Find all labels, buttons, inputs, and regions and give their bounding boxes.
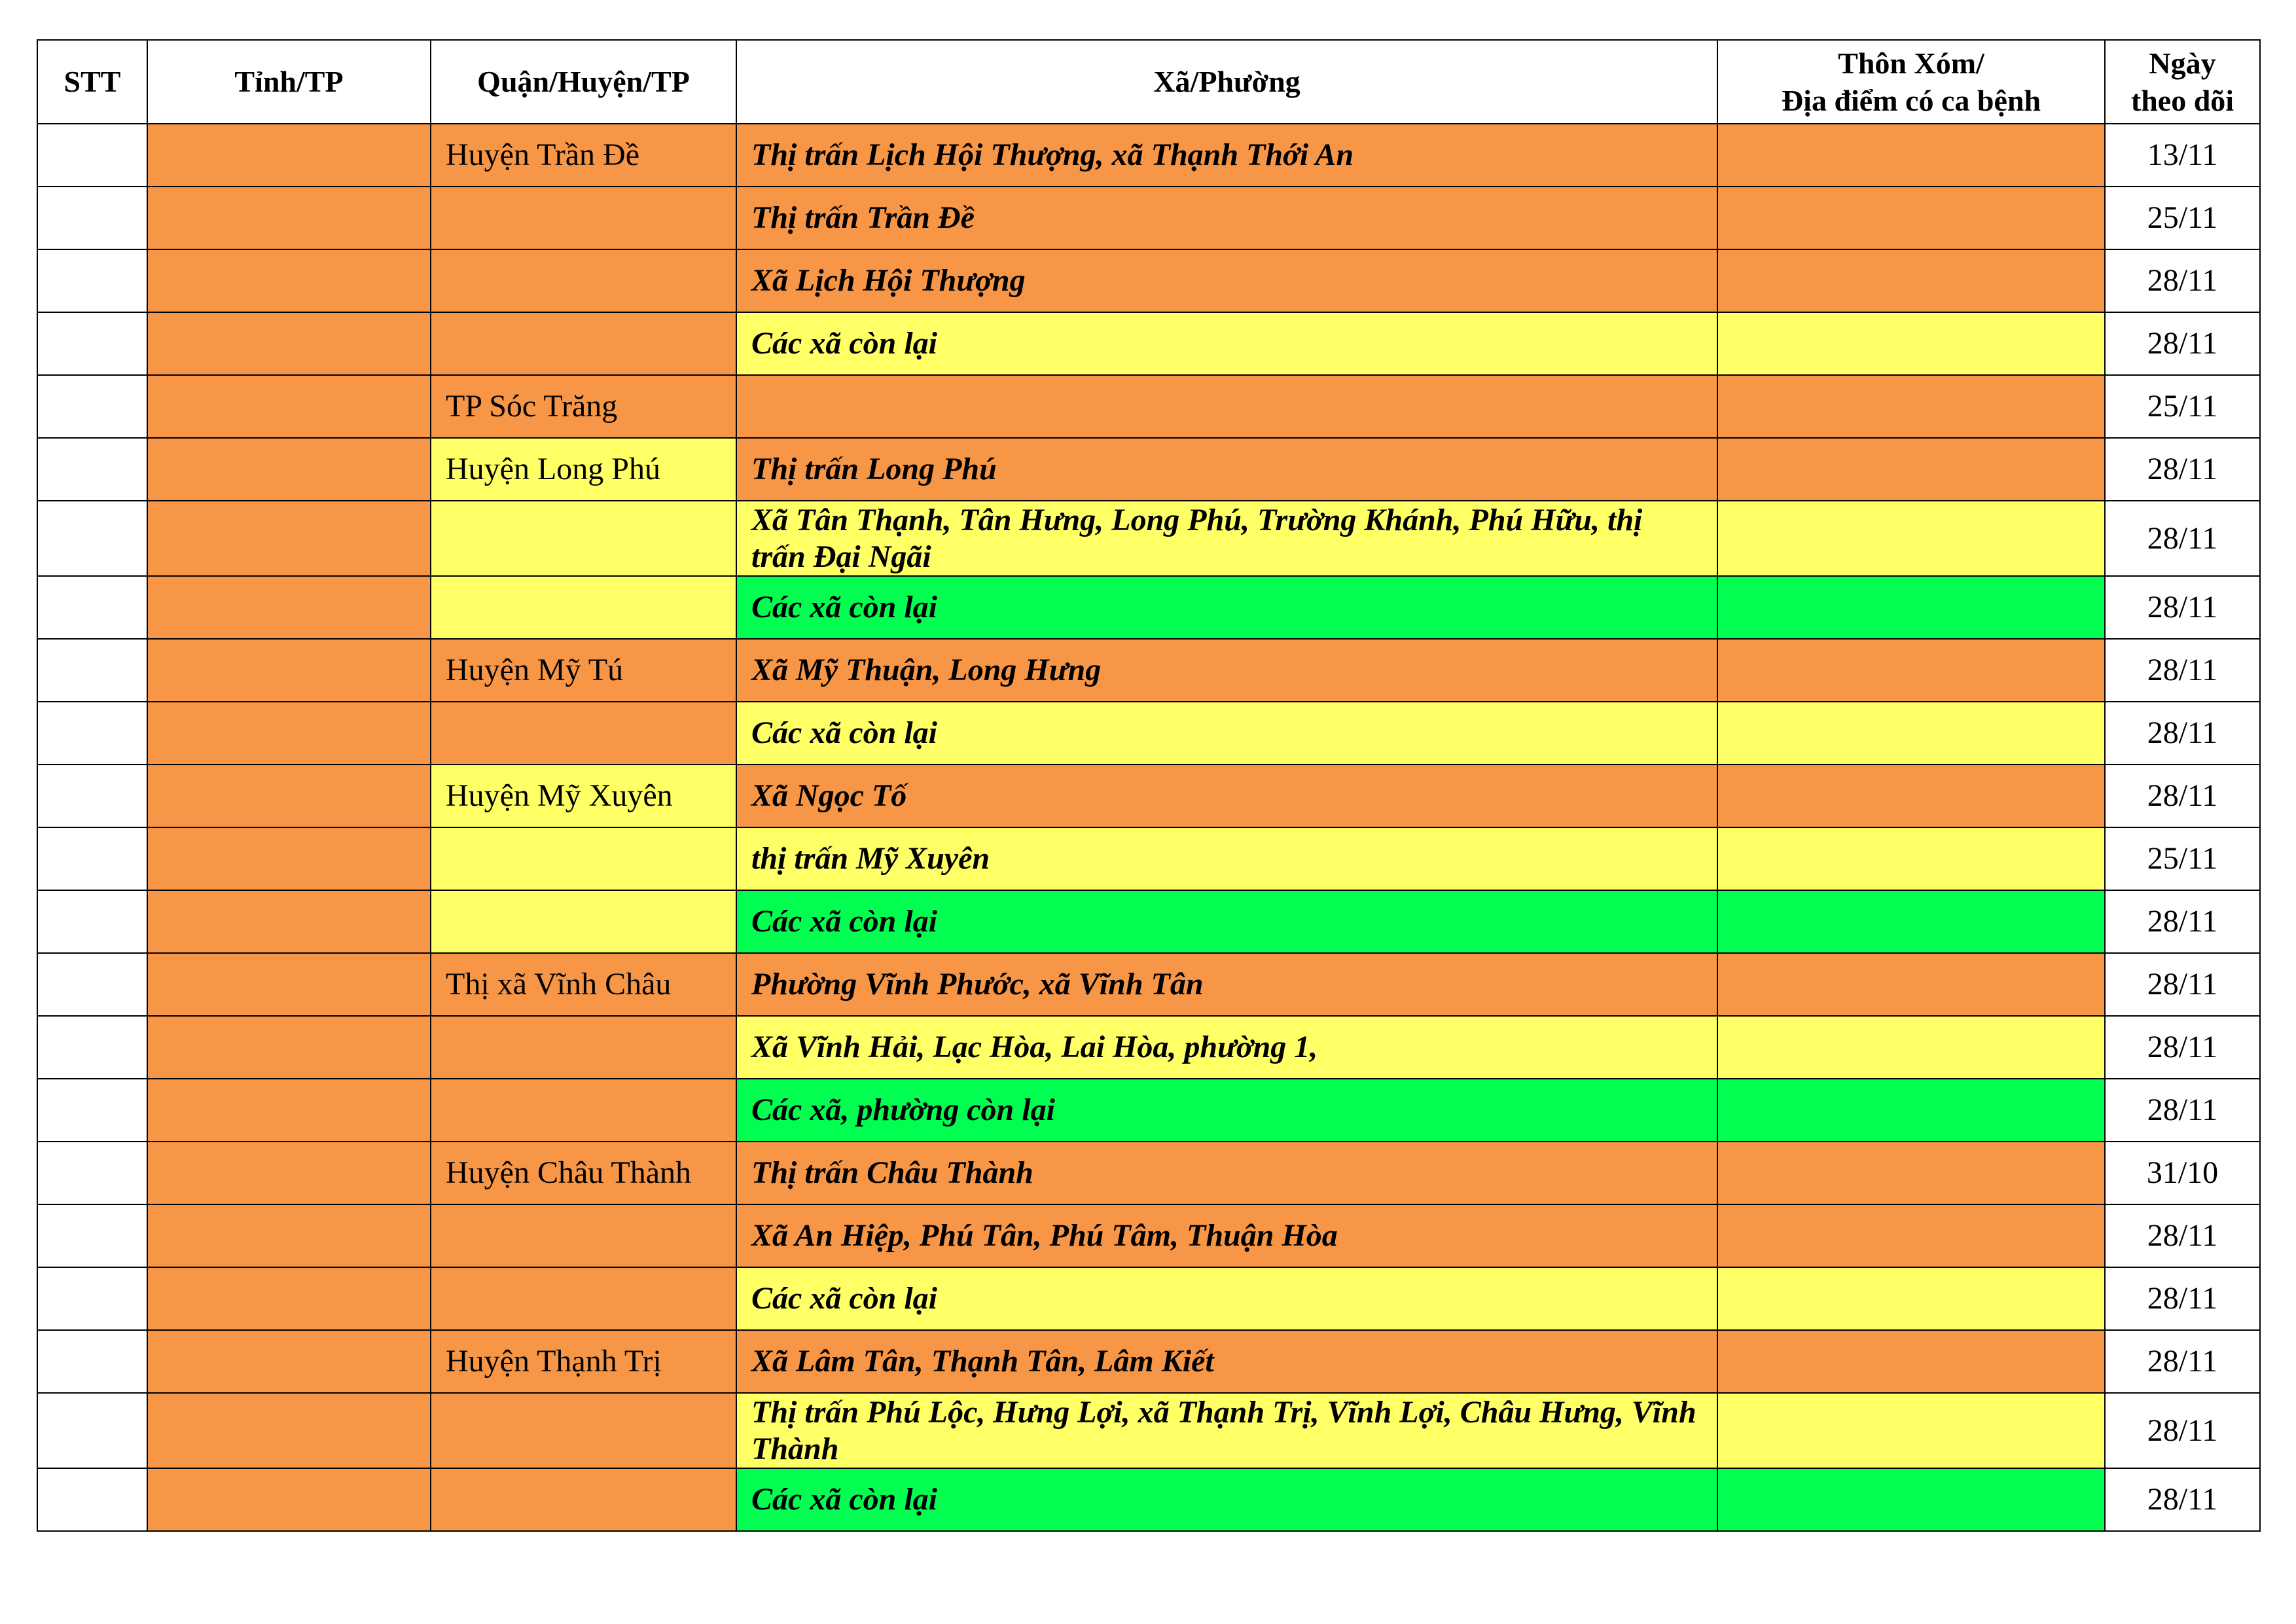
table-row <box>37 1330 2260 1393</box>
table-row <box>37 375 2260 438</box>
province-cell <box>147 187 431 249</box>
header-date <box>2105 40 2260 124</box>
commune-cell: thị trấn Mỹ Xuyên <box>736 827 1717 890</box>
province-cell <box>147 1142 431 1204</box>
header-hamlet-line1: Thôn Xóm/ <box>1838 46 1984 80</box>
date-cell: 28/11 <box>2105 765 2260 827</box>
stt-cell <box>37 1267 147 1330</box>
hamlet-cell <box>1717 1204 2105 1267</box>
district-cell <box>431 1468 736 1531</box>
commune-cell: Các xã còn lại <box>736 312 1717 375</box>
date-cell: 28/11 <box>2105 1267 2260 1330</box>
stt-cell <box>37 312 147 375</box>
stt-cell <box>37 765 147 827</box>
commune-cell: Xã Tân Thạnh, Tân Hưng, Long Phú, Trường Khánh, Phú Hữu, thị trấn Đại Ngãi <box>736 501 1717 576</box>
table-row <box>37 1016 2260 1079</box>
province-cell <box>147 1079 431 1142</box>
district-cell <box>431 1393 736 1468</box>
province-cell <box>147 1016 431 1079</box>
hamlet-cell <box>1717 765 2105 827</box>
header-date-line1: Ngày <box>2149 46 2216 80</box>
table-row <box>37 639 2260 702</box>
table-row <box>37 501 2260 576</box>
commune-cell: Thị trấn Trần Đề <box>736 187 1717 249</box>
header-hamlet <box>1717 40 2105 124</box>
stt-cell <box>37 639 147 702</box>
hamlet-cell <box>1717 1393 2105 1468</box>
date-cell: 28/11 <box>2105 953 2260 1016</box>
table-row <box>37 124 2260 187</box>
hamlet-cell <box>1717 702 2105 765</box>
province-cell <box>147 702 431 765</box>
stt-cell <box>37 890 147 953</box>
province-cell <box>147 1330 431 1393</box>
hamlet-cell <box>1717 827 2105 890</box>
stt-cell <box>37 124 147 187</box>
stt-cell <box>37 953 147 1016</box>
header-province: Tỉnh/TP <box>147 40 431 124</box>
stt-cell <box>37 249 147 312</box>
date-cell: 28/11 <box>2105 1016 2260 1079</box>
district-cell: Huyện Mỹ Tú <box>431 639 736 702</box>
district-cell: Huyện Mỹ Xuyên <box>431 765 736 827</box>
date-cell: 28/11 <box>2105 702 2260 765</box>
header-stt: STT <box>37 40 147 124</box>
district-cell <box>431 187 736 249</box>
table-row <box>37 249 2260 312</box>
stt-cell <box>37 187 147 249</box>
province-cell <box>147 375 431 438</box>
province-cell <box>147 249 431 312</box>
table-row <box>37 953 2260 1016</box>
hamlet-cell <box>1717 576 2105 639</box>
table-body <box>37 124 2260 1531</box>
table-header <box>37 40 2260 124</box>
hamlet-cell <box>1717 375 2105 438</box>
district-cell <box>431 1079 736 1142</box>
date-cell: 25/11 <box>2105 375 2260 438</box>
commune-cell: Xã Ngọc Tố <box>736 765 1717 827</box>
district-cell: TP Sóc Trăng <box>431 375 736 438</box>
stt-cell <box>37 827 147 890</box>
district-cell: Huyện Long Phú <box>431 438 736 501</box>
date-cell: 28/11 <box>2105 312 2260 375</box>
province-cell <box>147 1267 431 1330</box>
date-cell: 28/11 <box>2105 501 2260 576</box>
table-row <box>37 827 2260 890</box>
province-cell <box>147 1468 431 1531</box>
commune-cell: Các xã, phường còn lại <box>736 1079 1717 1142</box>
date-cell: 28/11 <box>2105 576 2260 639</box>
table-row <box>37 1142 2260 1204</box>
commune-cell: Các xã còn lại <box>736 1267 1717 1330</box>
commune-cell: Thị trấn Lịch Hội Thượng, xã Thạnh Thới An <box>736 124 1717 187</box>
stt-cell <box>37 438 147 501</box>
date-cell: 25/11 <box>2105 187 2260 249</box>
commune-cell: Các xã còn lại <box>736 702 1717 765</box>
hamlet-cell <box>1717 1016 2105 1079</box>
hamlet-cell <box>1717 124 2105 187</box>
commune-cell: Các xã còn lại <box>736 576 1717 639</box>
province-cell <box>147 953 431 1016</box>
date-cell: 28/11 <box>2105 249 2260 312</box>
stt-cell <box>37 1079 147 1142</box>
hamlet-cell <box>1717 1468 2105 1531</box>
date-cell: 28/11 <box>2105 1079 2260 1142</box>
commune-cell: Xã Mỹ Thuận, Long Hưng <box>736 639 1717 702</box>
hamlet-cell <box>1717 438 2105 501</box>
stt-cell <box>37 375 147 438</box>
commune-cell: Thị trấn Long Phú <box>736 438 1717 501</box>
hamlet-cell <box>1717 953 2105 1016</box>
province-cell <box>147 124 431 187</box>
province-cell <box>147 501 431 576</box>
commune-cell: Các xã còn lại <box>736 1468 1717 1531</box>
hamlet-cell <box>1717 639 2105 702</box>
monitoring-table <box>37 39 2261 1532</box>
header-hamlet-line2: Địa điểm có ca bệnh <box>1781 84 2041 117</box>
table-row <box>37 576 2260 639</box>
header-row <box>37 40 2260 124</box>
table-row <box>37 1468 2260 1531</box>
date-cell: 28/11 <box>2105 438 2260 501</box>
header-date-line2: theo dõi <box>2130 84 2234 117</box>
district-cell <box>431 1267 736 1330</box>
table-row <box>37 1267 2260 1330</box>
header-district: Quận/Huyện/TP <box>431 40 736 124</box>
province-cell <box>147 639 431 702</box>
district-cell <box>431 1016 736 1079</box>
table-row <box>37 312 2260 375</box>
province-cell <box>147 1393 431 1468</box>
district-cell <box>431 501 736 576</box>
date-cell: 28/11 <box>2105 890 2260 953</box>
hamlet-cell <box>1717 1330 2105 1393</box>
stt-cell <box>37 501 147 576</box>
district-cell: Huyện Châu Thành <box>431 1142 736 1204</box>
district-cell: Huyện Thạnh Trị <box>431 1330 736 1393</box>
table-row <box>37 438 2260 501</box>
hamlet-cell <box>1717 501 2105 576</box>
table-row <box>37 702 2260 765</box>
date-cell: 31/10 <box>2105 1142 2260 1204</box>
date-cell: 28/11 <box>2105 1330 2260 1393</box>
commune-cell: Xã An Hiệp, Phú Tân, Phú Tâm, Thuận Hòa <box>736 1204 1717 1267</box>
district-cell <box>431 827 736 890</box>
hamlet-cell <box>1717 1142 2105 1204</box>
hamlet-cell <box>1717 249 2105 312</box>
hamlet-cell <box>1717 890 2105 953</box>
date-cell: 28/11 <box>2105 1204 2260 1267</box>
district-cell <box>431 702 736 765</box>
province-cell <box>147 890 431 953</box>
province-cell <box>147 827 431 890</box>
hamlet-cell <box>1717 187 2105 249</box>
date-cell: 28/11 <box>2105 639 2260 702</box>
date-cell: 25/11 <box>2105 827 2260 890</box>
district-cell <box>431 576 736 639</box>
table-row <box>37 1204 2260 1267</box>
date-cell: 28/11 <box>2105 1393 2260 1468</box>
date-cell: 13/11 <box>2105 124 2260 187</box>
stt-cell <box>37 576 147 639</box>
table-row <box>37 890 2260 953</box>
district-cell <box>431 249 736 312</box>
commune-cell <box>736 375 1717 438</box>
date-cell: 28/11 <box>2105 1468 2260 1531</box>
district-cell: Huyện Trần Đề <box>431 124 736 187</box>
commune-cell: Thị trấn Châu Thành <box>736 1142 1717 1204</box>
province-cell <box>147 765 431 827</box>
stt-cell <box>37 1142 147 1204</box>
table-row <box>37 1393 2260 1468</box>
stt-cell <box>37 1204 147 1267</box>
stt-cell <box>37 1468 147 1531</box>
province-cell <box>147 1204 431 1267</box>
district-cell <box>431 312 736 375</box>
stt-cell <box>37 1330 147 1393</box>
commune-cell: Thị trấn Phú Lộc, Hưng Lợi, xã Thạnh Trị, Vĩnh Lợi, Châu Hưng, Vĩnh Thành <box>736 1393 1717 1468</box>
stt-cell <box>37 1016 147 1079</box>
district-cell <box>431 1204 736 1267</box>
hamlet-cell <box>1717 1267 2105 1330</box>
table-row <box>37 765 2260 827</box>
commune-cell: Xã Vĩnh Hải, Lạc Hòa, Lai Hòa, phường 1, <box>736 1016 1717 1079</box>
stt-cell <box>37 1393 147 1468</box>
commune-cell: Xã Lịch Hội Thượng <box>736 249 1717 312</box>
commune-cell: Phường Vĩnh Phước, xã Vĩnh Tân <box>736 953 1717 1016</box>
stt-cell <box>37 702 147 765</box>
table-row <box>37 1079 2260 1142</box>
province-cell <box>147 576 431 639</box>
district-cell <box>431 890 736 953</box>
header-commune: Xã/Phường <box>736 40 1717 124</box>
commune-cell: Xã Lâm Tân, Thạnh Tân, Lâm Kiết <box>736 1330 1717 1393</box>
province-cell <box>147 312 431 375</box>
commune-cell: Các xã còn lại <box>736 890 1717 953</box>
hamlet-cell <box>1717 312 2105 375</box>
province-cell <box>147 438 431 501</box>
table-row <box>37 187 2260 249</box>
district-cell: Thị xã Vĩnh Châu <box>431 953 736 1016</box>
hamlet-cell <box>1717 1079 2105 1142</box>
